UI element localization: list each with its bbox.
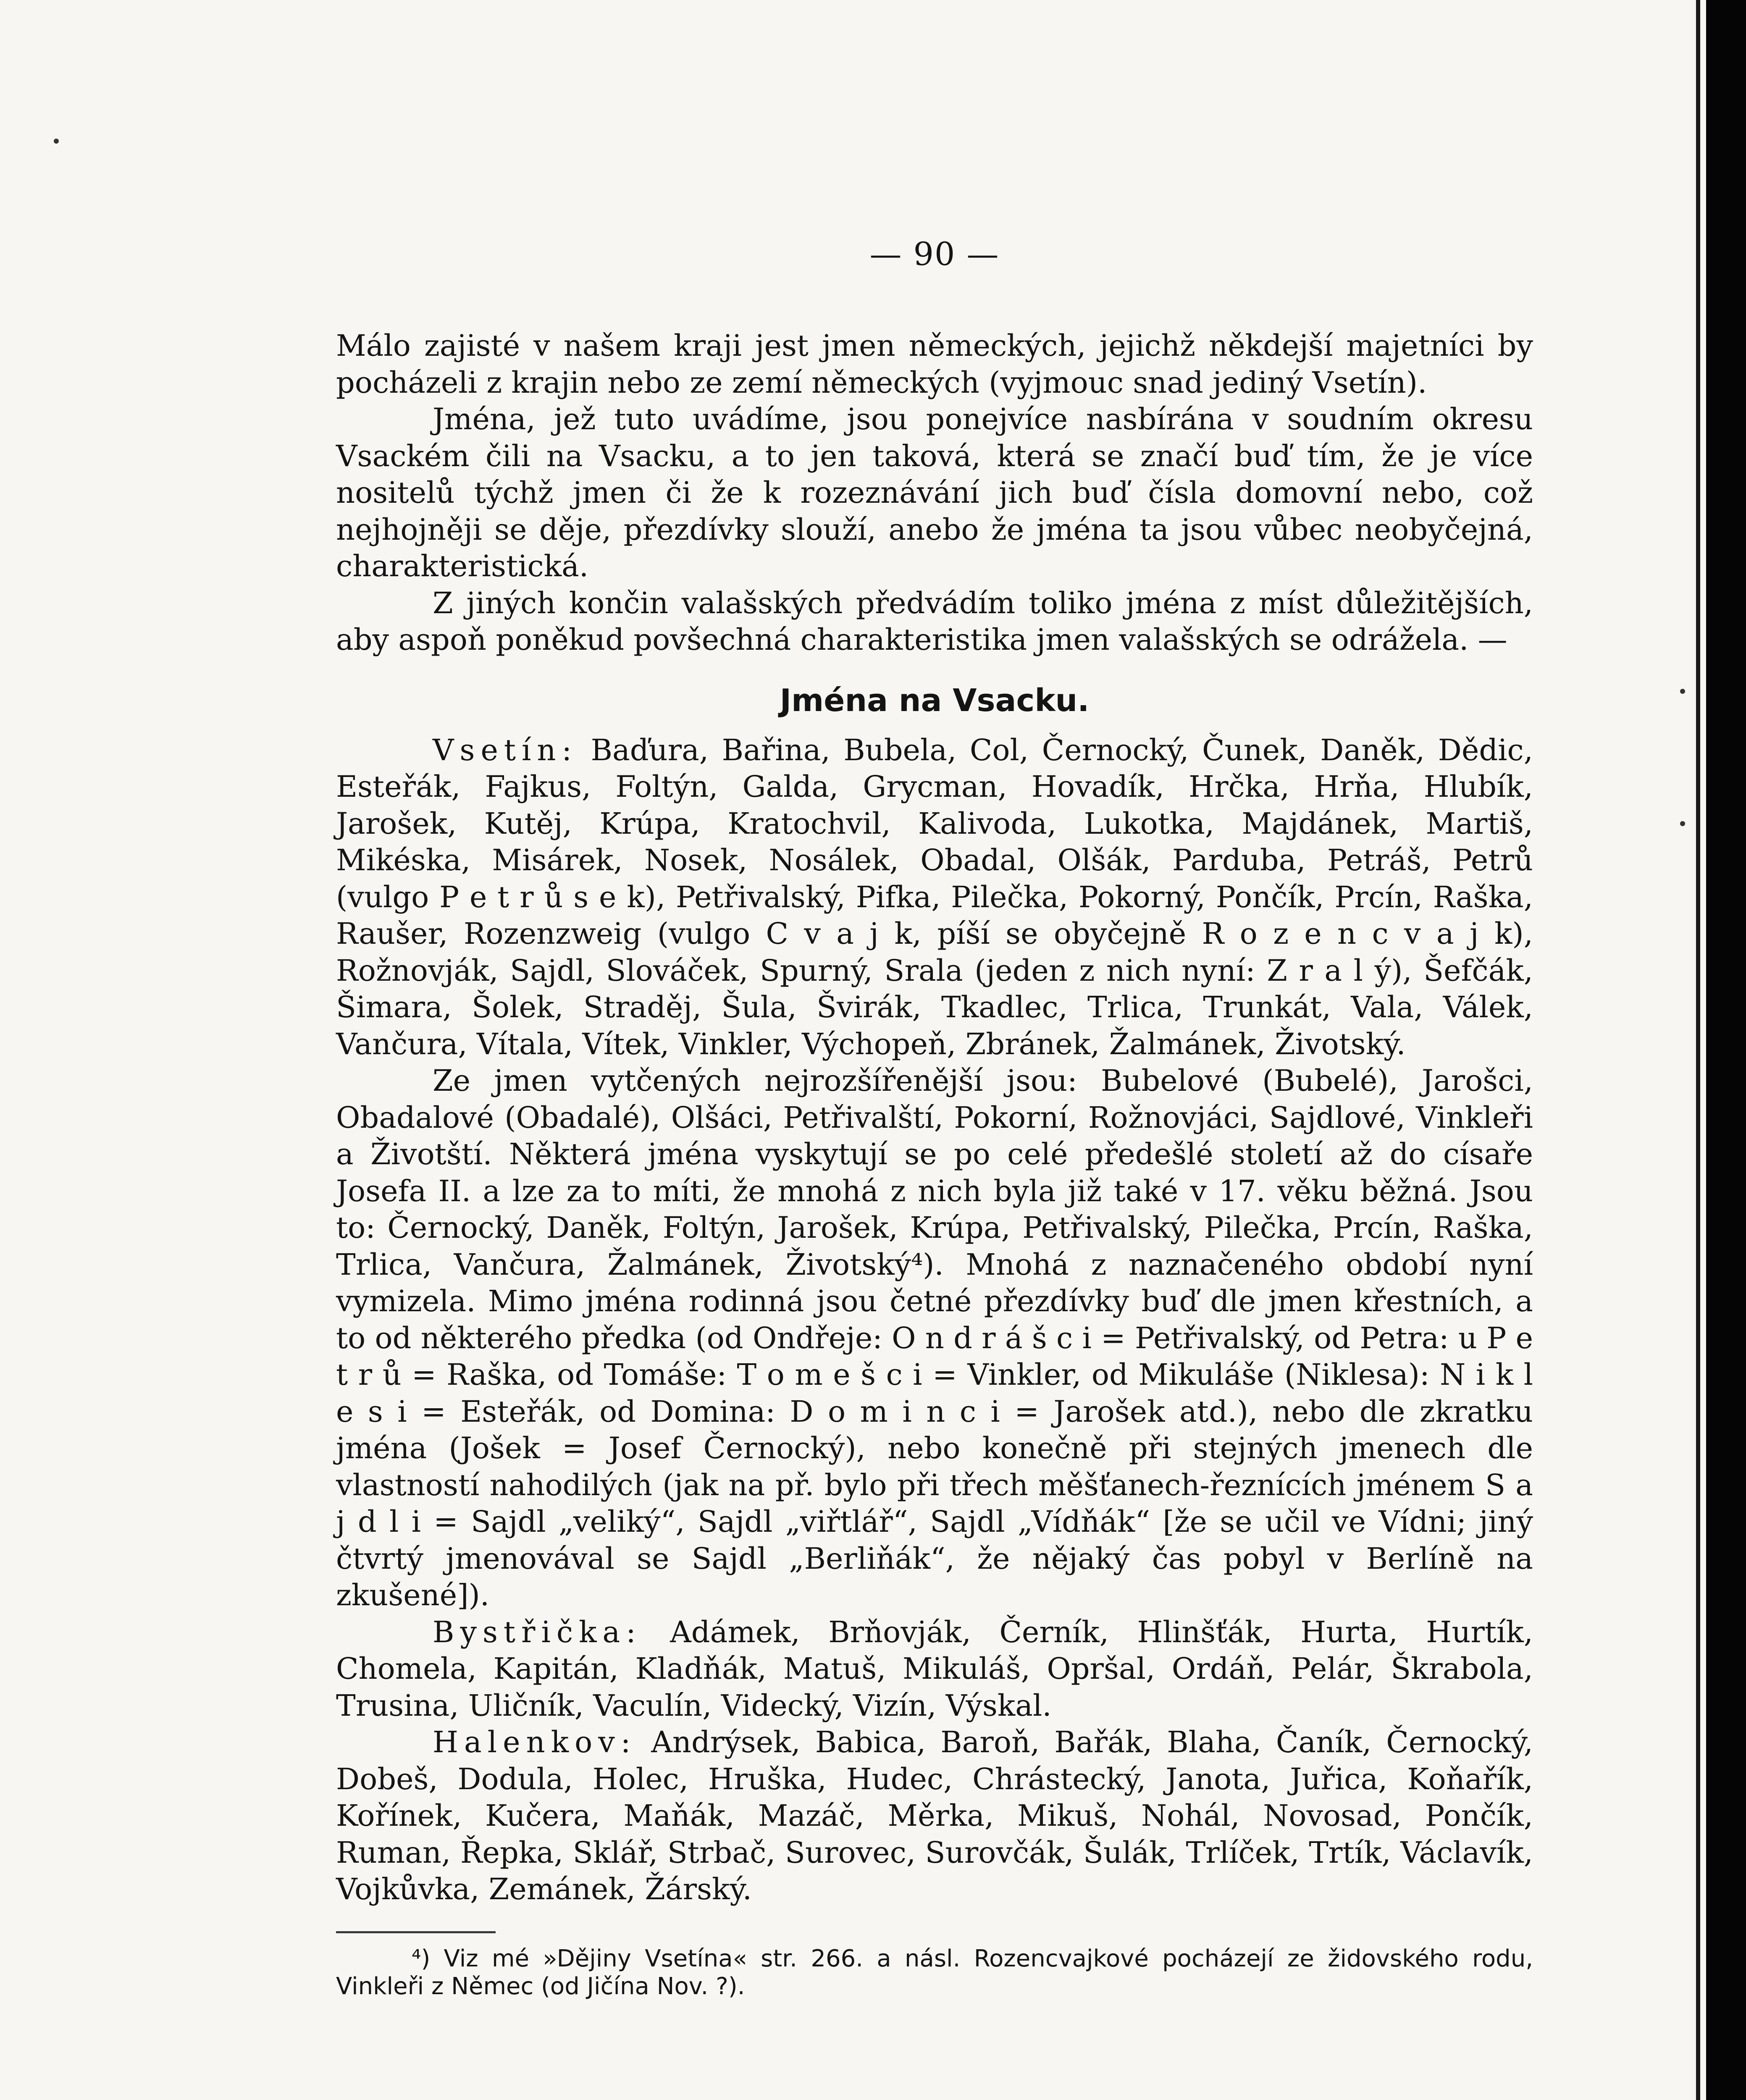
scan-edge-line xyxy=(1696,0,1700,2100)
margin-speck xyxy=(1680,689,1685,694)
entry-names: Baďura, Bařina, Bubela, Col, Černocký, Čunek, Daněk, Dědic, Esteřák, Fajkus, Foltýn, Galda, Grycman, Hovadík, Hrčka, Hrňa, Hlubík, Jarošek, Kutěj, Krúpa, Kratochvil, Kalivoda, Lukotka, Majdánek, Martiš, Mikéska, Misárek, Nosek, Nosálek, Obadal, Olšák, Parduba, Petráš, Petrů (vulgo P e t r ů s e k), Petřivalský, Pifka, Pilečka, Pokorný, Pončík, Prcín, Raška, Raušer, Rozenzweig (vulgo C v a j k, píší se obyčejně R o z e n c v a j k), Rožnovják, Sajdl, Slováček, Spurný, Srala (jeden z nich nyní: Z r a l ý), Šefčák, Šimara, Šolek, Straděj, Šula, Švirák, Tkadlec, Trlica, Trunkát, Vala, Válek, Vančura, Vítala, Vítek, Vinkler, Výchopeň, Zbránek, Žalmánek, Životský. xyxy=(336,732,1533,1061)
scan-border-right xyxy=(1706,0,1746,2100)
place-name: Vsetín: xyxy=(433,732,578,767)
entry-vsetin xyxy=(336,732,1533,1063)
paragraph-intro: Málo zajisté v našem kraji jest jmen německých, jejichž někdejší majetníci by pocházeli z krajin nebo ze zemí německých (vyjmouc snad jediný Vsetín). xyxy=(336,328,1533,400)
entry-names: Andrýsek, Babica, Baroň, Bařák, Blaha, Čaník, Černocký, Dobeš, Dodula, Holec, Hruška, Hudec, Chrástecký, Janota, Juřica, Koňařík, Kořínek, Kučera, Maňák, Mazáč, Měrka, Mikuš, Nohál, Novosad, Pončík, Ruman, Řepka, Sklář, Strbač, Surovec, Surovčák, Šulák, Trlíček, Trtík, Václavík, Vojkůvka, Zemánek, Žárský. xyxy=(336,1725,1533,1906)
paragraph-names-source: Jména, jež tuto uvádíme, jsou ponejvíce nasbírána v soudním okresu Vsackém čili na Vsacku, a to jen taková, která se značí buď tím, že je více nositelů týchž jmen či že k rozeznávání jich buď čísla domovní nebo, což nejhojněji se děje, přezdívky slouží, anebo že jména ta jsou vůbec neobyčejná, charakteristická. xyxy=(336,402,1533,583)
entry-halenkov xyxy=(336,1724,1533,1908)
footnote: ⁴) Viz mé »Dějiny Vsetína« str. 266. a násl. Rozencvajkové pocházejí ze židovského rodu, Vinkleři z Němec (od Jičína Nov. ?). xyxy=(336,1945,1533,2000)
paragraph-other-regions: Z jiných končin valašských předvádím toliko jména z míst důležitějších, aby aspoň poněkud povšechná charakteristika jmen valašských se odrážela. — xyxy=(336,585,1533,657)
page-number: — 90 — xyxy=(869,235,1000,273)
place-name: Halenkov: xyxy=(433,1725,637,1759)
place-name: Bystřička: xyxy=(433,1614,642,1649)
footnote-divider xyxy=(336,1931,496,1933)
section-title: Jména na Vsacku. xyxy=(780,682,1090,719)
entry-names: Adámek, Brňovják, Černík, Hlinšťák, Hurta, Hurtík, Chomela, Kapitán, Kladňák, Matuš, Mikuláš, Opršal, Ordáň, Pelár, Škrabola, Trusina, Uličník, Vaculín, Videcký, Vizín, Výskal. xyxy=(336,1614,1533,1723)
margin-speck xyxy=(1680,821,1685,826)
document-page xyxy=(336,235,1533,2000)
paragraph-most-common: Ze jmen vytčených nejrozšířenější jsou: Bubelové (Bubelé), Jarošci, Obadalové (Obadalé), Olšáci, Petřivalští, Pokorní, Rožnovjáci, Sajdlové, Vinkleři a Životští. Některá jména vyskytují se po celé předešlé století až do císaře Josefa II. a lze za to míti, že mnohá z nich byla již také v 17. věku běžná. Jsou to: Černocký, Daněk, Foltýn, Jarošek, Krúpa, Petřivalský, Pilečka, Prcín, Raška, Trlica, Vančura, Žalmánek, Životský⁴). Mnohá z naznačeného období nyní vymizela. Mimo jména rodinná jsou četné přezdívky buď dle jmen křestních, a to od některého předka (od Ondřeje: O n d r á š c i = Petřivalský, od Petra: u P e t r ů = Raška, od Tomáše: T o m e š c i = Vinkler, od Mikuláše (Niklesa): N i k l e s i = Esteřák, od Domina: D o m i n c i = Jarošek atd.), nebo dle zkratku jména (Jošek = Josef Černocký), nebo konečně při stejných jmenech dle vlastností nahodilých (jak na př. bylo při třech měšťanech-řeznících jménem S a j d l i = Sajdl „veliký“, Sajdl „viřtlář“, Sajdl „Vídňák“ [že se učil ve Vídni; jiný čtvrtý jmenovával se Sajdl „Berliňák“, že nějaký čas pobyl v Berlíně na zkušené]). xyxy=(336,1063,1533,1612)
margin-speck xyxy=(54,139,59,144)
entry-bystricka xyxy=(336,1614,1533,1725)
